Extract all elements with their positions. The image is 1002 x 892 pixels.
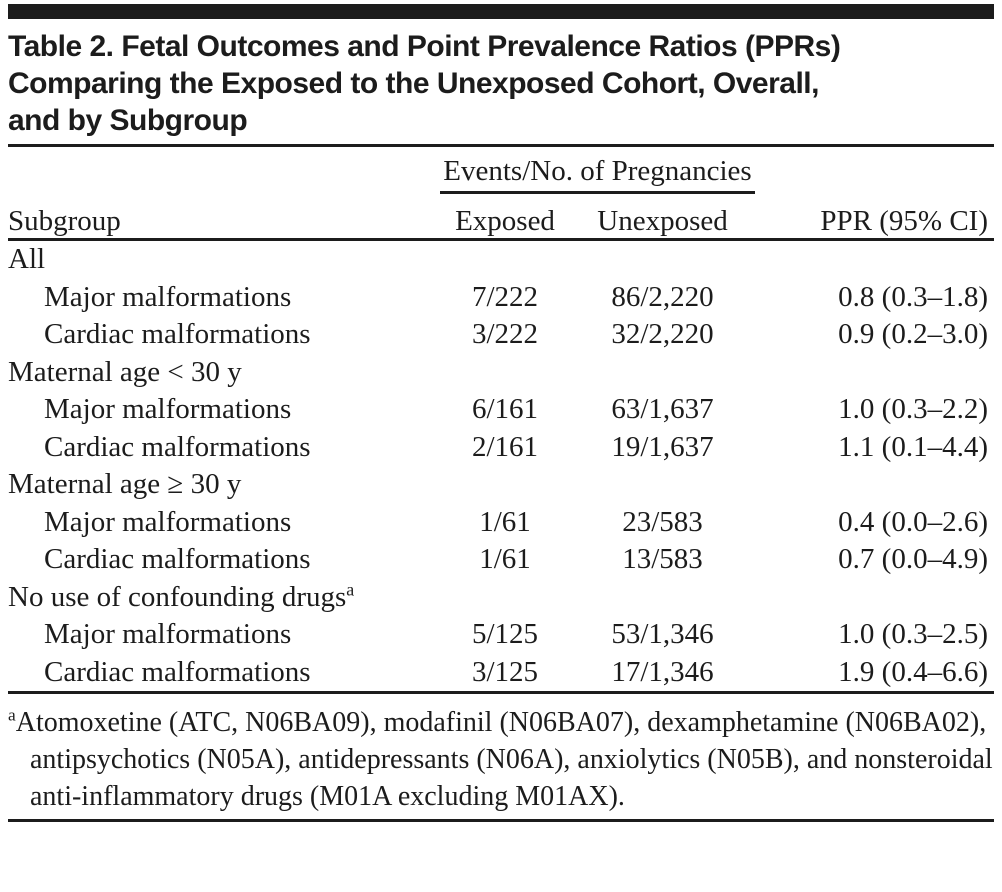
cell-exposed: 5/125 (471, 618, 539, 650)
footnote-text: Atomoxetine (ATC, N06BA09), modafinil (N06BA07), dexamphetamine (N06BA02), antipsychotics (N05A), antidepressants (N06A), anxiolytics (N05B), and nonsteroidal anti-inflammatory drugs (M01A excluding M01AX). (15, 707, 993, 812)
cell-exposed: 3/125 (471, 655, 539, 688)
table-title-line-3: and by Subgroup (8, 104, 248, 137)
footnote-divider-rule (8, 691, 994, 694)
cell-exposed: 7/222 (471, 280, 539, 313)
cell-unexposed: 86/2,220 (611, 280, 714, 313)
table-row (8, 504, 994, 542)
cell-exposed: 3/222 (471, 318, 539, 350)
row-label: Major malformations (44, 393, 292, 425)
table-row (8, 654, 994, 692)
table-title (8, 28, 994, 139)
table-row (8, 616, 994, 654)
cell-unexposed: 32/2,220 (611, 318, 714, 350)
group-row-no-confounding-drugs (8, 579, 994, 617)
footnote-marker: a (8, 705, 16, 725)
column-header-subgroup: Subgroup (8, 205, 121, 237)
cell-ppr-ci: 1.1 (0.1–4.4) (838, 430, 988, 463)
table-row (8, 391, 994, 429)
cell-unexposed: 13/583 (622, 543, 703, 575)
group-row-maternal-age-ge-30 (8, 466, 994, 504)
footnote-marker-ref: a (346, 578, 355, 599)
group-row-all (8, 241, 994, 279)
row-label: Cardiac malformations (44, 318, 311, 350)
cell-exposed: 1/61 (479, 505, 531, 538)
cell-unexposed: 17/1,346 (611, 655, 714, 688)
table-bottom-rule (8, 819, 994, 822)
table-row (8, 541, 994, 579)
group-label: Maternal age ≥ 30 y (8, 468, 242, 500)
spanner-spacer-right (755, 153, 994, 194)
column-spanner-events-per-pregnancies: Events/No. of Pregnancies (440, 153, 755, 194)
cell-unexposed: 23/583 (622, 505, 703, 538)
column-header-unexposed: Unexposed (597, 205, 728, 237)
table-row (8, 316, 994, 354)
column-header-exposed: Exposed (455, 205, 555, 237)
table-top-rule (8, 4, 994, 19)
cell-exposed: 2/161 (471, 430, 539, 463)
row-label: Cardiac malformations (44, 543, 311, 575)
row-label: Major malformations (44, 280, 292, 313)
cell-ppr-ci: 1.0 (0.3–2.5) (838, 618, 988, 650)
group-row-maternal-age-lt-30 (8, 354, 994, 392)
group-label: No use of confounding drugs$^a$ (8, 578, 355, 613)
cell-ppr-ci: 1.9 (0.4–6.6) (838, 655, 988, 688)
row-label: Major malformations (44, 505, 292, 538)
cell-ppr-ci: 0.4 (0.0–2.6) (838, 505, 988, 538)
group-label: All (8, 243, 46, 275)
cell-ppr-ci: 0.7 (0.0–4.9) (838, 543, 988, 575)
cell-ppr-ci: 0.8 (0.3–1.8) (838, 280, 988, 313)
cell-exposed: 1/61 (479, 543, 531, 575)
table-footnote (8, 704, 994, 815)
table-spanner-row (8, 153, 994, 194)
row-label: Major malformations (44, 618, 292, 650)
spanner-spacer (8, 153, 440, 194)
title-divider-rule (8, 144, 994, 147)
column-header-ppr-ci: PPR (95% CI) (820, 205, 988, 237)
table-row (8, 279, 994, 317)
table-row (8, 429, 994, 467)
cell-exposed: 6/161 (471, 393, 539, 425)
table-title-line-1: Table 2. Fetal Outcomes and Point Prevalence Ratios (PPRs) (8, 30, 841, 63)
table-body (8, 241, 994, 691)
cell-unexposed: 63/1,637 (611, 393, 714, 425)
cell-unexposed: 19/1,637 (611, 430, 714, 463)
cell-ppr-ci: 0.9 (0.2–3.0) (838, 318, 988, 350)
cell-ppr-ci: 1.0 (0.3–2.2) (838, 393, 988, 425)
group-label: Maternal age < 30 y (8, 355, 242, 388)
table-header-row (8, 194, 994, 241)
table-title-line-2: Comparing the Exposed to the Unexposed Cohort, Overall, (8, 67, 819, 100)
row-label: Cardiac malformations (44, 655, 311, 688)
row-label: Cardiac malformations (44, 430, 311, 463)
cell-unexposed: 53/1,346 (611, 618, 714, 650)
